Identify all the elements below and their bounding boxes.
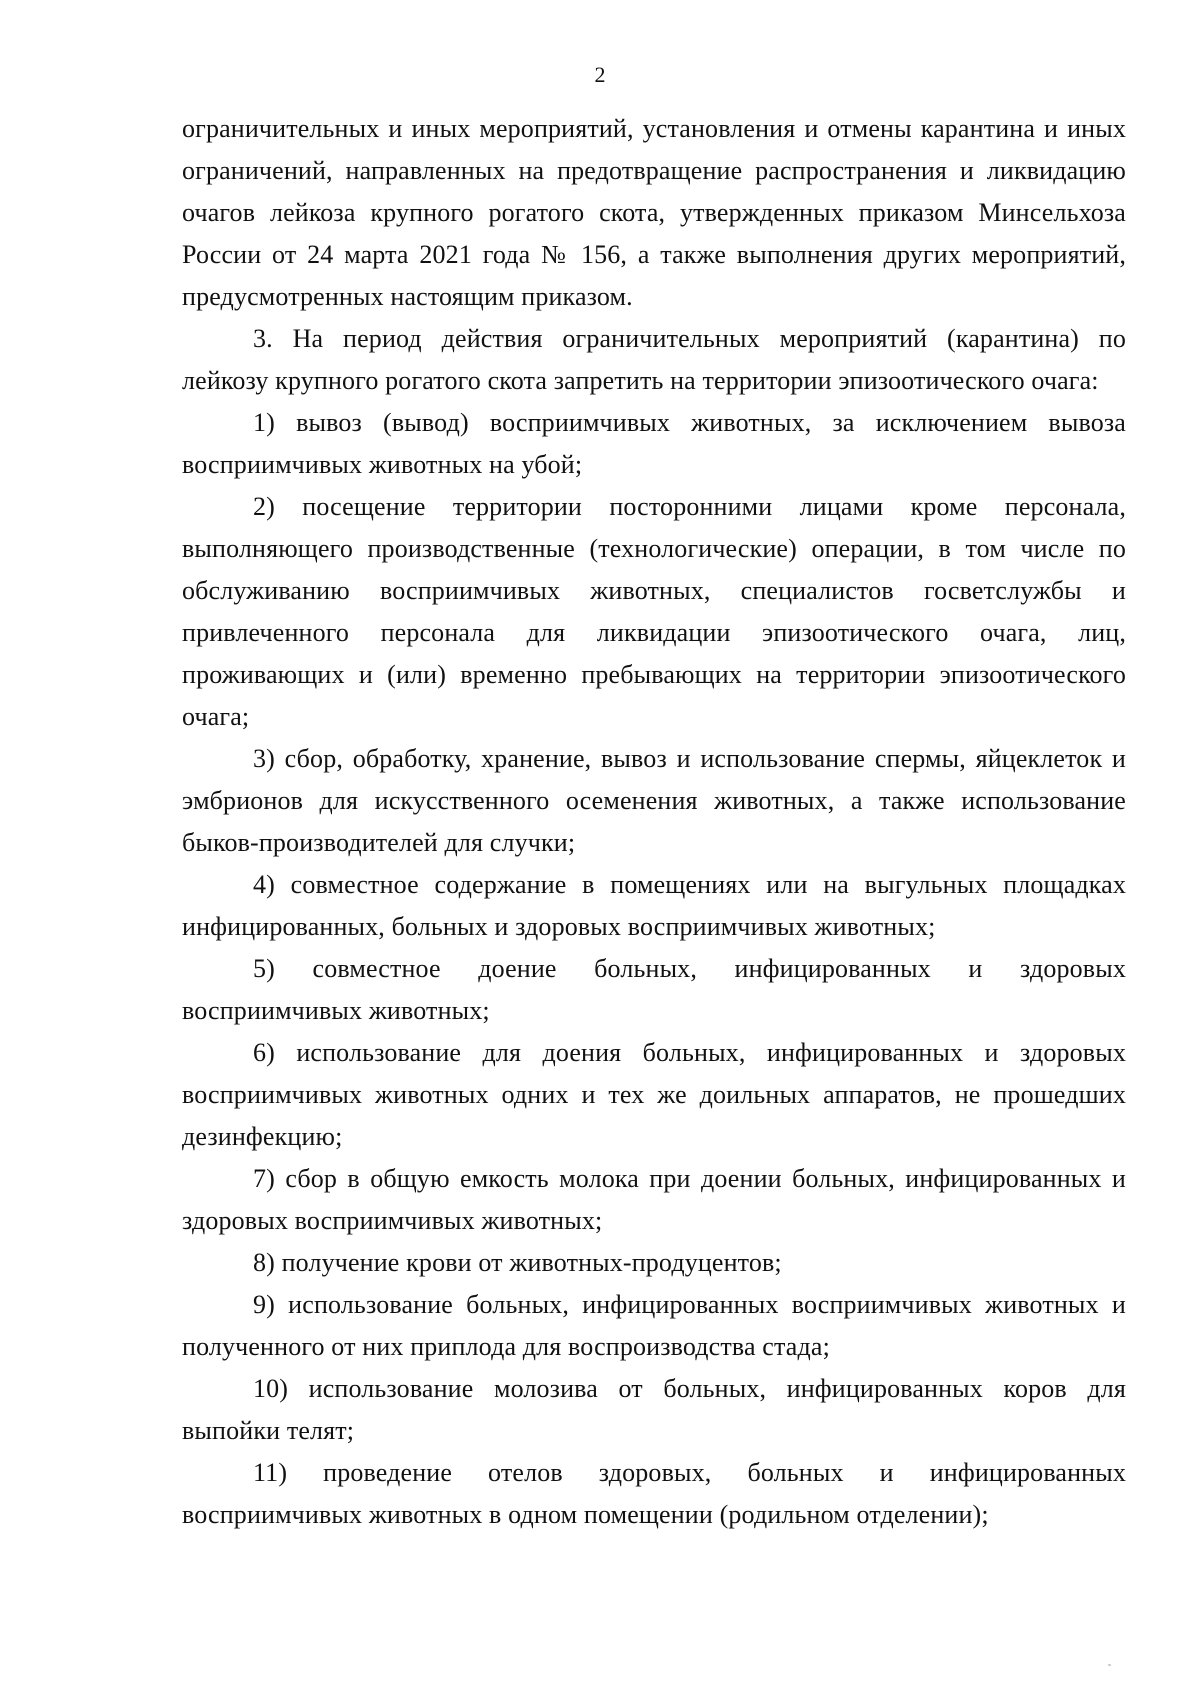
list-item-9: 9) использование больных, инфицированных восприимчивых животных и полученного от них приплода для воспроизводства стада; xyxy=(182,1290,1126,1361)
paragraph-item-3-heading: 3. На период действия ограничительных мероприятий (карантина) по лейкозу крупного рогатого скота запретить на территории эпизоотического очага: xyxy=(182,324,1126,395)
list-item-6: 6) использование для доения больных, инфицированных и здоровых восприимчивых животных одних и тех же доильных аппаратов, не прошедших дезинфекцию; xyxy=(182,1038,1126,1151)
list-item-1: 1) вывоз (вывод) восприимчивых животных, за исключением вывоза восприимчивых животных на убой; xyxy=(182,408,1126,479)
paragraph-continuation: ограничительных и иных мероприятий, установления и отмены карантина и иных ограничений, направленных на предотвращение распространения и ликвидацию очагов лейкоза крупного рогатого скота, утвержденных приказом Минсельхоза России от 24 марта 2021 года № 156, а также выполнения других мероприятий, предусмотренных настоящим приказом. xyxy=(182,114,1126,311)
list-item-11: 11) проведение отелов здоровых, больных и инфицированных восприимчивых животных в одном помещении (родильном отделении); xyxy=(182,1458,1126,1529)
list-item-8: 8) получение крови от животных-продуцентов; xyxy=(253,1248,782,1277)
list-item-5: 5) совместное доение больных, инфицированных и здоровых восприимчивых животных; xyxy=(182,954,1126,1025)
list-item-7: 7) сбор в общую емкость молока при доении больных, инфицированных и здоровых восприимчивых животных; xyxy=(182,1164,1126,1235)
document-body xyxy=(182,108,1126,1536)
list-item-4: 4) совместное содержание в помещениях или на выгульных площадках инфицированных, больных и здоровых восприимчивых животных; xyxy=(182,870,1126,941)
scan-artifact xyxy=(1108,1664,1111,1666)
list-item-3: 3) сбор, обработку, хранение, вывоз и использование спермы, яйцеклеток и эмбрионов для искусственного осеменения животных, а также использование быков-производителей для случки; xyxy=(182,744,1126,857)
list-item-10: 10) использование молозива от больных, инфицированных коров для выпойки телят; xyxy=(182,1374,1126,1445)
list-item-2: 2) посещение территории посторонними лицами кроме персонала, выполняющего производственные (технологические) операции, в том числе по обслуживанию восприимчивых животных, специалистов госветслужбы и привлеченного персонала для ликвидации эпизоотического очага, лиц, проживающих и (или) временно пребывающих на территории эпизоотического очага; xyxy=(182,492,1126,731)
page-number: 2 xyxy=(594,62,606,87)
